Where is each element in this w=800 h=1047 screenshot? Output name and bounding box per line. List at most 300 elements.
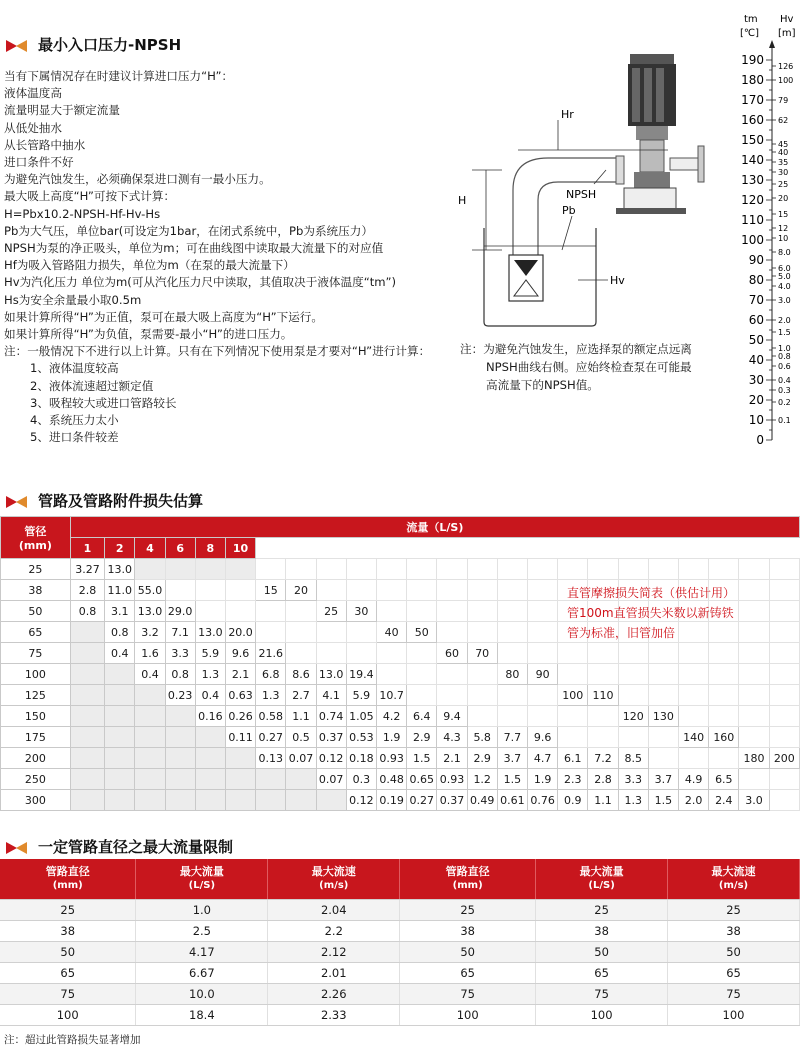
loss-value-cell [588,664,618,685]
loss-value-cell: 160 [709,727,739,748]
scale-hv-value: 100 [778,76,794,85]
max-flow-cell: 75 [668,983,800,1004]
flow-column-header: 8 [195,538,225,559]
loss-value-cell [558,706,588,727]
loss-value-cell [497,580,527,601]
loss-value-cell [407,601,437,622]
loss-value-cell [769,727,799,748]
max-flow-header: 管路直径 (mm) [0,859,136,899]
loss-value-cell [588,643,618,664]
loss-value-cell: 0.16 [195,706,225,727]
loss-value-cell [618,664,648,685]
loss-value-cell [195,727,225,748]
loss-value-cell [437,580,467,601]
section-marker-icon [6,494,30,508]
npsh-text-line: 如果计算所得“H”为负值，泵需要-最小“H”的进口压力。 [4,327,293,342]
npsh-text-line: 最大吸上高度“H”可按下式计算： [4,189,176,204]
loss-value-cell [256,559,286,580]
section-title-pipe-loss [6,490,203,511]
loss-value-cell [286,769,316,790]
scale-tm-value: 140 [741,153,764,167]
npsh-note-line: 高流量下的NPSH值。 [486,378,599,392]
loss-value-cell [407,685,437,706]
npsh-text-line: 如果计算所得“H”为正值，泵可在最大吸上高度为“H”下运行。 [4,309,323,324]
loss-value-cell [679,706,709,727]
max-flow-cell: 2.5 [136,920,268,941]
loss-value-cell [739,769,769,790]
loss-value-cell [135,727,165,748]
loss-value-cell: 0.27 [256,727,286,748]
pipe-diameter-cell: 50 [1,601,71,622]
loss-value-cell: 0.4 [105,643,135,664]
loss-value-cell: 2.7 [286,685,316,706]
scale-tm-unit: [℃] [740,28,760,39]
scale-hv-value: 15 [778,210,789,219]
loss-value-cell [286,622,316,643]
scale-hv-value: 0.3 [778,386,791,395]
loss-value-cell: 0.61 [497,790,527,811]
loss-value-cell: 100 [558,685,588,706]
scale-tm-value: 0 [756,433,764,447]
max-flow-table [0,859,800,1026]
npsh-text-line: 注：一般情况下不进行以上计算。只有在下列情况下使用泵是才要对“H”进行计算： [4,344,431,359]
loss-value-cell [588,559,618,580]
loss-value-cell: 4.9 [679,769,709,790]
loss-value-cell [648,664,678,685]
npsh-text-line: Hs为安全余量最小取0.5m [4,292,142,307]
loss-value-cell [739,685,769,706]
scale-hv-value: 3.0 [778,296,791,305]
pipe-loss-row [1,748,800,769]
loss-value-cell: 0.9 [558,790,588,811]
loss-value-cell [437,622,467,643]
loss-value-cell [739,706,769,727]
loss-value-cell: 21.6 [256,643,286,664]
pipe-loss-row [1,790,800,811]
loss-value-cell [70,622,104,643]
max-flow-row [0,1004,800,1025]
loss-value-cell [195,601,225,622]
loss-value-cell: 9.4 [437,706,467,727]
npsh-text-line: NPSH为泵的净正吸头，单位为m；可在曲线图中读取最大流量下的对应值 [4,241,384,256]
loss-value-cell: 1.3 [618,790,648,811]
loss-value-cell [497,706,527,727]
loss-value-cell [346,643,376,664]
loss-value-cell [105,769,135,790]
footnote: 注：超过此管路损失显著增加 [4,1034,141,1046]
scale-hv-value: 0.2 [778,398,791,407]
loss-value-cell [225,748,255,769]
loss-value-cell [769,790,799,811]
loss-value-cell: 0.13 [256,748,286,769]
loss-value-cell: 0.8 [70,601,104,622]
loss-value-cell [558,727,588,748]
loss-value-cell [769,664,799,685]
scale-arrow-icon [769,40,775,48]
loss-value-cell [70,748,104,769]
loss-value-cell: 40 [376,622,406,643]
loss-value-cell [528,601,558,622]
loss-value-cell: 13.0 [316,664,346,685]
scale-tm-value: 80 [748,273,764,287]
loss-value-cell [709,706,739,727]
loss-value-cell [105,748,135,769]
flow-column-header [679,538,709,559]
scale-hv-value: 126 [778,62,794,71]
npsh-text-line: 进口条件不好 [4,155,74,170]
loss-value-cell [286,790,316,811]
loss-value-cell [648,559,678,580]
loss-value-cell: 2.0 [679,790,709,811]
scale-tm-value: 130 [741,173,764,187]
flow-column-header [558,538,588,559]
loss-value-cell [528,643,558,664]
pipe-diameter-cell: 200 [1,748,71,769]
scale-hv-value: 79 [778,96,789,105]
loss-value-cell: 0.65 [407,769,437,790]
npsh-note-line: NPSH曲线右侧。应始终检查泵在可能最 [486,360,692,374]
pipe-diameter-header: 管径 (mm) [1,517,71,559]
scale-tm-value: 170 [741,93,764,107]
loss-value-cell: 2.8 [588,769,618,790]
loss-value-cell [165,748,195,769]
scale-tm-value: 70 [748,293,764,307]
loss-value-cell [376,580,406,601]
loss-value-cell: 1.2 [467,769,497,790]
scale-hv-value: 30 [778,168,789,177]
flow-column-header [467,538,497,559]
section-marker-icon [6,38,30,52]
max-flow-row [0,941,800,962]
max-flow-header: 管路直径 (mm) [400,859,536,899]
max-flow-cell: 4.17 [136,941,268,962]
loss-value-cell [618,643,648,664]
scale-hv-unit: [m] [778,28,796,39]
loss-value-cell [70,664,104,685]
npsh-text-line: Hv为汽化压力 单位为m(可从汽化压力尺中读取，其值取决于液体温度“tm”) [4,275,397,290]
loss-value-cell: 6.5 [709,769,739,790]
loss-value-cell: 110 [588,685,618,706]
loss-value-cell [769,622,799,643]
scale-tm-value: 120 [741,193,764,207]
max-flow-header: 最大流速 (m/s) [668,859,800,899]
scale-hv-value: 0.6 [778,362,791,371]
npsh-text-line: 流量明显大于额定流量 [4,103,120,118]
loss-value-cell [105,664,135,685]
loss-value-cell: 15 [256,580,286,601]
flow-column-header [769,538,799,559]
loss-value-cell: 0.3 [346,769,376,790]
scale-hv-value: 2.0 [778,316,791,325]
loss-value-cell: 0.53 [346,727,376,748]
scale-tm-value: 30 [748,373,764,387]
max-flow-cell: 100 [400,1004,536,1025]
loss-value-cell: 1.3 [195,664,225,685]
loss-value-cell: 10.7 [376,685,406,706]
label-hv: Hv [610,274,625,287]
flow-column-header [286,538,316,559]
loss-value-cell [558,664,588,685]
flow-column-header [376,538,406,559]
loss-value-cell: 0.4 [195,685,225,706]
loss-value-cell: 7.7 [497,727,527,748]
loss-value-cell: 3.7 [497,748,527,769]
max-flow-table-wrap [0,859,800,1026]
flow-column-header: 4 [135,538,165,559]
scale-hv-value: 1.5 [778,328,791,337]
loss-value-cell: 6.4 [407,706,437,727]
loss-value-cell [467,706,497,727]
loss-value-cell [165,580,195,601]
pipe-loss-row [1,643,800,664]
loss-value-cell [225,559,255,580]
max-flow-header: 最大流速 (m/s) [268,859,400,899]
loss-value-cell [70,685,104,706]
max-flow-row [0,983,800,1004]
loss-value-cell [648,643,678,664]
scale-hv-value: 1.0 [778,344,791,353]
loss-value-cell: 80 [497,664,527,685]
loss-value-cell [739,664,769,685]
max-flow-row [0,920,800,941]
loss-value-cell: 0.12 [346,790,376,811]
loss-value-cell [618,685,648,706]
npsh-list-item: 2、液体流速超过额定值 [30,378,154,393]
scale-hv-value: 8.0 [778,248,791,257]
flow-column-header [256,538,286,559]
npsh-description [4,68,474,446]
max-flow-cell: 38 [536,920,668,941]
loss-value-cell: 0.48 [376,769,406,790]
max-flow-cell: 2.2 [268,920,400,941]
label-pb: Pb [562,204,576,217]
loss-value-cell [225,790,255,811]
loss-value-cell: 13.0 [105,559,135,580]
max-flow-cell: 50 [536,941,668,962]
loss-value-cell [135,685,165,706]
scale-tm-label: tm [744,14,758,25]
section-title-text: 最小入口压力-NPSH [38,36,182,54]
npsh-text-line: 为避免汽蚀发生，必须确保泵进口测有一最小压力。 [4,172,271,187]
loss-value-cell: 1.6 [135,643,165,664]
loss-value-cell: 4.3 [437,727,467,748]
loss-value-cell: 0.07 [316,769,346,790]
scale-tm-value: 40 [748,353,764,367]
max-flow-cell: 65 [668,962,800,983]
loss-value-cell: 3.3 [165,643,195,664]
scale-hv-value: 4.0 [778,282,791,291]
loss-value-cell [679,685,709,706]
loss-value-cell: 0.49 [467,790,497,811]
scale-hv-value: 0.4 [778,376,791,385]
loss-value-cell: 9.6 [225,643,255,664]
loss-value-cell [769,580,799,601]
max-flow-cell: 100 [536,1004,668,1025]
loss-value-cell: 0.11 [225,727,255,748]
loss-value-cell [497,622,527,643]
loss-value-cell [467,559,497,580]
flow-column-header: 10 [225,538,255,559]
loss-value-cell: 1.5 [497,769,527,790]
flow-column-header [739,538,769,559]
section-title-npsh [6,34,181,55]
max-flow-cell: 50 [668,941,800,962]
loss-value-cell [709,748,739,769]
loss-value-cell: 0.58 [256,706,286,727]
loss-value-cell [376,601,406,622]
npsh-text-line: 液体温度高 [4,86,62,101]
pipe-diameter-cell: 75 [1,643,71,664]
section-title-text: 管路及管路附件损失估算 [38,492,204,510]
pipe-loss-row [1,685,800,706]
loss-value-cell: 20.0 [225,622,255,643]
loss-value-cell [135,769,165,790]
loss-value-cell [256,622,286,643]
max-flow-cell: 65 [400,962,536,983]
loss-value-cell [618,727,648,748]
loss-value-cell [588,706,618,727]
pipe-diameter-cell: 38 [1,580,71,601]
loss-value-cell [467,580,497,601]
pipe-diameter-cell: 65 [1,622,71,643]
loss-value-cell: 1.9 [528,769,558,790]
npsh-text-line: 当有下属情况存在时建议计算进口压力“H”： [4,69,234,83]
loss-value-cell: 0.8 [105,622,135,643]
flow-column-header [588,538,618,559]
loss-value-cell: 1.1 [286,706,316,727]
loss-value-cell: 29.0 [165,601,195,622]
flow-column-header [407,538,437,559]
loss-value-cell [588,727,618,748]
loss-value-cell [225,769,255,790]
pipe-loss-table-wrap [0,516,800,811]
pipe-loss-row [1,559,800,580]
npsh-note-line: 注：为避免汽蚀发生，应选择泵的额定点远离 [460,342,692,356]
loss-value-cell [739,559,769,580]
loss-value-cell: 5.8 [467,727,497,748]
loss-value-cell [528,580,558,601]
npsh-list-item: 4、系统压力太小 [30,413,119,428]
max-flow-row [0,899,800,920]
loss-value-cell [316,580,346,601]
loss-value-cell: 13.0 [195,622,225,643]
loss-value-cell [769,706,799,727]
loss-value-cell: 7.2 [588,748,618,769]
loss-value-cell [709,685,739,706]
npsh-list-item: 5、进口条件较差 [30,430,119,445]
loss-value-cell [769,685,799,706]
max-flow-cell: 100 [0,1004,136,1025]
loss-value-cell [467,685,497,706]
max-flow-cell: 65 [0,962,136,983]
loss-value-cell: 0.23 [165,685,195,706]
loss-value-cell: 50 [407,622,437,643]
label-hr: Hr [561,108,574,121]
loss-value-cell [376,643,406,664]
scale-hv-value: 10 [778,234,789,243]
max-flow-cell: 38 [668,920,800,941]
loss-value-cell [618,559,648,580]
loss-value-cell [709,664,739,685]
loss-value-cell [739,643,769,664]
loss-value-cell [286,643,316,664]
loss-value-cell [497,643,527,664]
pipe-diameter-cell: 150 [1,706,71,727]
scale-tm-value: 190 [741,53,764,67]
loss-value-cell: 1.05 [346,706,376,727]
loss-value-cell: 0.74 [316,706,346,727]
pipe-diameter-cell: 125 [1,685,71,706]
scale-hv-value: 0.1 [778,416,791,425]
loss-value-cell: 2.4 [709,790,739,811]
label-h: H [458,194,467,207]
loss-value-cell [286,601,316,622]
loss-value-cell [407,664,437,685]
loss-value-cell [528,706,558,727]
loss-value-cell [407,580,437,601]
loss-value-cell: 30 [346,601,376,622]
loss-value-cell [135,559,165,580]
loss-value-cell [165,790,195,811]
max-flow-cell: 25 [536,899,668,920]
pipe-loss-row [1,769,800,790]
loss-value-cell [528,685,558,706]
loss-value-cell: 20 [286,580,316,601]
loss-value-cell: 2.9 [407,727,437,748]
loss-value-cell [437,664,467,685]
loss-value-cell: 3.27 [70,559,104,580]
loss-value-cell: 3.0 [739,790,769,811]
scale-tm-value: 110 [741,213,764,227]
loss-value-cell [648,685,678,706]
pipe-loss-row [1,727,800,748]
loss-value-cell: 5.9 [346,685,376,706]
loss-value-cell: 0.37 [437,790,467,811]
loss-value-cell: 5.9 [195,643,225,664]
flow-column-header [437,538,467,559]
loss-value-cell [346,580,376,601]
loss-value-cell: 1.5 [648,790,678,811]
label-npsh: NPSH [566,188,597,201]
loss-value-cell: 8.5 [618,748,648,769]
scale-hv-value: 62 [778,116,789,125]
loss-value-cell [195,769,225,790]
max-flow-header: 最大流量 (L/S) [136,859,268,899]
max-flow-cell: 10.0 [136,983,268,1004]
loss-value-cell: 3.1 [105,601,135,622]
loss-value-cell: 0.12 [316,748,346,769]
pipe-diameter-cell: 175 [1,727,71,748]
loss-value-cell [195,748,225,769]
npsh-list-item: 3、吸程较大或进口管路较长 [30,395,177,410]
loss-value-cell [70,643,104,664]
max-flow-cell: 50 [400,941,536,962]
loss-value-cell: 4.7 [528,748,558,769]
loss-value-cell [679,559,709,580]
loss-value-cell: 9.6 [528,727,558,748]
loss-value-cell: 0.76 [528,790,558,811]
loss-value-cell: 0.63 [225,685,255,706]
npsh-text-line: H=Pbx10.2-NPSH-Hf-Hv-Hs [4,206,161,221]
loss-value-cell: 0.19 [376,790,406,811]
scale-hv-value: 20 [778,194,789,203]
loss-value-cell [195,580,225,601]
max-flow-cell: 6.67 [136,962,268,983]
scale-tm-value: 160 [741,113,764,127]
loss-value-cell [376,664,406,685]
loss-value-cell [165,769,195,790]
scale-tm-value: 100 [741,233,764,247]
